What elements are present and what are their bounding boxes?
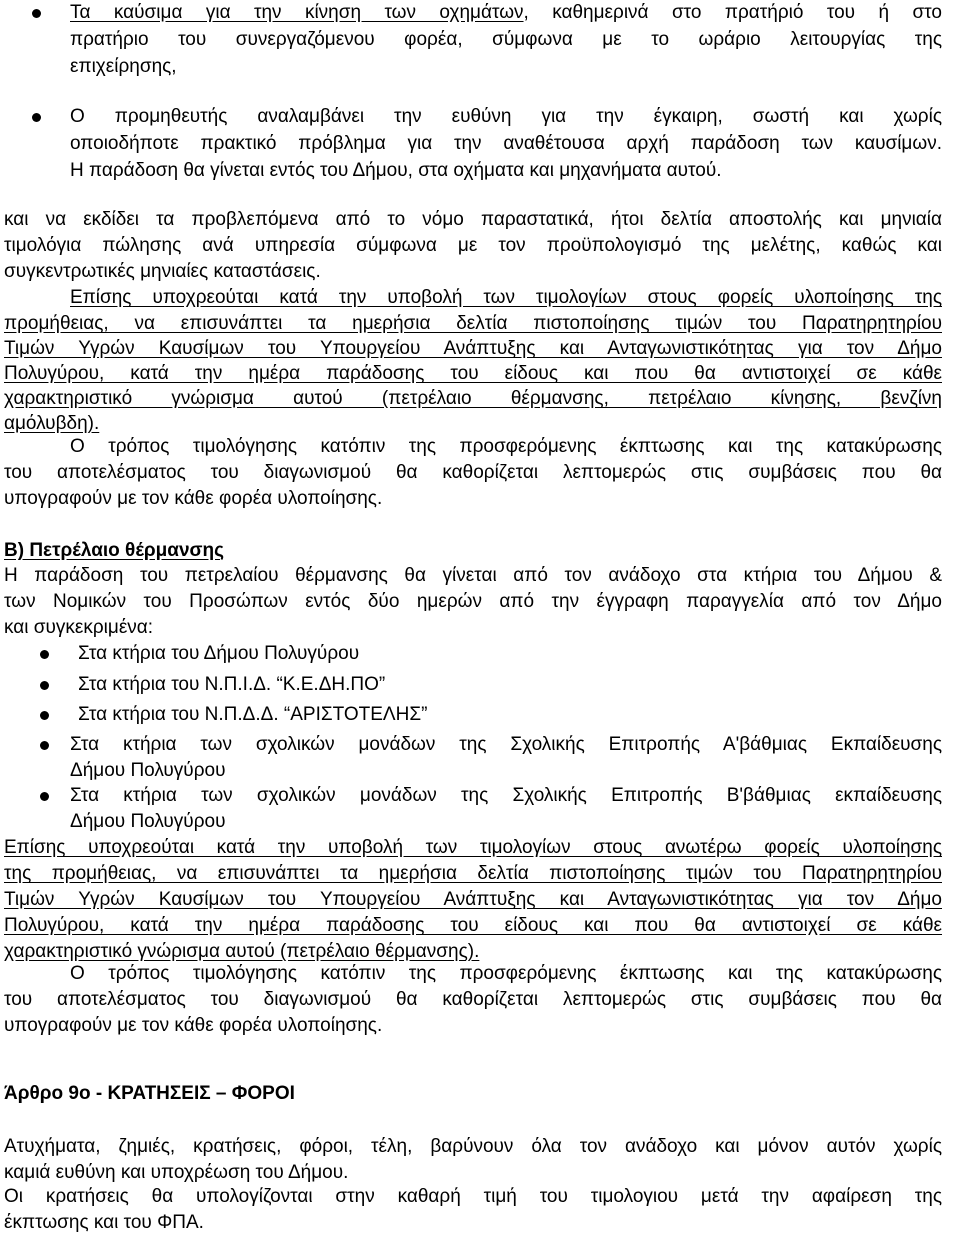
text-line: Δήμου Πολυγύρου <box>70 760 226 781</box>
text-line: Τιμών Υγρών Καυσίμων του Υπουργείου Ανάπτυξης και Ανταγωνιστικότητας για τον Δήμο <box>4 338 942 359</box>
text-line: Ο τρόπος τιμολόγησης κατόπιν της προσφερόμενης έκπτωσης και της κατακύρωσης <box>70 963 942 984</box>
text-line: των Νομικών του Προσώπων εντός δύο ημερών από την έγγραφη παραγγελία από τον Δήμο <box>4 591 942 612</box>
text-line: Ατυχήματα, ζημιές, κρατήσεις, φόροι, τέλη, βαρύνουν όλα τον ανάδοχο και μόνον αυτόν χωρίς <box>4 1136 942 1157</box>
article-9-heading: Άρθρο 9ο - ΚΡΑΤΗΣΕΙΣ – ΦΟΡΟΙ <box>4 1083 295 1104</box>
text-line: οποιοδήποτε πρακτικό πρόβλημα για την αναθέτουσα αρχή παράδοση των καυσίμων. <box>70 133 942 154</box>
text-line: Επίσης υποχρεούται κατά την υποβολή των τιμολογίων στους φορείς υλοποίησης της <box>70 287 942 308</box>
text-line: έκπτωσης και του ΦΠΑ. <box>4 1212 204 1233</box>
text-line: επιχείρησης, <box>70 56 177 77</box>
text-line: Τα καύσιμα για την κίνηση των οχημάτων, καθημερινά στο πρατήριό του ή στο <box>70 2 942 23</box>
text-line: Ο τρόπος τιμολόγησης κατόπιν της προσφερόμενης έκπτωσης και της κατακύρωσης <box>70 436 942 457</box>
list-item: Στα κτήρια του Δήμου Πολυγύρου <box>78 643 360 664</box>
text-line: του αποτελέσματος του διαγωνισμού θα καθορίζεται λεπτομερώς στις συμβάσεις που θα <box>4 462 942 483</box>
text-line: και να εκδίδει τα προβλεπόμενα από το νόμο παραστατικά, ήτοι δελτία αποστολής και μηνιαία <box>4 209 942 230</box>
text-line: του αποτελέσματος του διαγωνισμού θα καθορίζεται λεπτομερώς στις συμβάσεις που θα <box>4 989 942 1010</box>
list-item: Στα κτήρια του Ν.Π.Ι.Δ. “Κ.Ε.ΔΗ.ΠΟ” <box>78 674 386 695</box>
text-line: Η παράδοση του πετρελαίου θέρμανσης θα γίνεται από τον ανάδοχο στα κτήρια του Δήμου & <box>4 565 942 586</box>
text-line: πρατήριο του συνεργαζόμενου φορέα, σύμφωνα με το ωράριο λειτουργίας της <box>70 29 942 50</box>
bullet-dot-icon <box>32 9 41 18</box>
text-line: Πολυγύρου, κατά την ημέρα παράδοσης του είδους και που θα αντιστοιχεί σε κάθε <box>4 363 942 384</box>
text-line: Επίσης υποχρεούται κατά την υποβολή των τιμολογίων στους ανωτέρω φορείς υλοποίησης <box>4 837 942 858</box>
bullet-dot-icon <box>32 113 41 122</box>
text-line: συγκεντρωτικές μηνιαίες καταστάσεις. <box>4 261 321 282</box>
bullet-dot-icon <box>40 741 49 750</box>
bullet-dot-icon <box>40 681 49 690</box>
text-line: τιμολόγια πώλησης ανά υπηρεσία σύμφωνα με τον προϋπολογισμό της μελέτης, καθώς και <box>4 235 942 256</box>
list-item: Στα κτήρια του Ν.Π.Δ.Δ. “ΑΡΙΣΤΟΤΕΛΗΣ” <box>78 704 428 725</box>
text-line: Οι κρατήσεις θα υπολογίζονται στην καθαρή τιμή του τιμολογιου μετά την αφαίρεση της <box>4 1186 942 1207</box>
text-line: και συγκεκριμένα: <box>4 617 154 638</box>
underlined-phrase: Τα καύσιμα για την κίνηση των οχημάτων <box>70 2 524 23</box>
text-line: Δήμου Πολυγύρου <box>70 811 226 832</box>
text-line: υπογραφούν με τον κάθε φορέα υλοποίησης. <box>4 488 383 509</box>
bullet-dot-icon <box>40 792 49 801</box>
text-line: της προμήθειας, να επισυνάπτει τα ημερήσια δελτία πιστοποίησης τιμών του Παρατηρητηρίου <box>4 863 942 884</box>
text-line: αμόλυβδη). <box>4 413 100 434</box>
text-line: Η παράδοση θα γίνεται εντός του Δήμου, στα οχήματα και μηχανήματα αυτού. <box>70 160 722 181</box>
text-line: Στα κτήρια των σχολικών μονάδων της Σχολικής Επιτροπής Β'βάθμιας εκπαίδευσης <box>70 785 942 806</box>
bullet-dot-icon <box>40 711 49 720</box>
text-line: προμήθειας, να επισυνάπτει τα ημερήσια δελτία πιστοποίησης τιμών του Παρατηρητηρίου <box>4 313 942 334</box>
text-line: καμιά ευθύνη και υποχρέωση του Δήμου. <box>4 1162 349 1183</box>
text-line: Τιμών Υγρών Καυσίμων του Υπουργείου Ανάπτυξης και Ανταγωνιστικότητας για τον Δήμο <box>4 889 942 910</box>
section-b-heading <box>4 538 960 563</box>
text-line: Πολυγύρου, κατά την ημέρα παράδοσης του είδους και που θα αντιστοιχεί σε κάθε <box>4 915 942 936</box>
text-line: Στα κτήρια των σχολικών μονάδων της Σχολικής Επιτροπής Α'βάθμιας Εκπαίδευσης <box>70 734 942 755</box>
text-line: χαρακτηριστικό γνώρισμα αυτού (πετρέλαιο θέρμανσης). <box>4 941 480 962</box>
text-line: χαρακτηριστικό γνώρισμα αυτού (πετρέλαιο θέρμανσης, πετρέλαιο κίνησης, βενζίνη <box>4 388 942 409</box>
heading-text: Β) Πετρέλαιο θέρμανσης <box>4 540 225 561</box>
text-line: υπογραφούν με τον κάθε φορέα υλοποίησης. <box>4 1015 383 1036</box>
bullet-dot-icon <box>40 650 49 659</box>
text-line: Ο προμηθευτής αναλαμβάνει την ευθύνη για την έγκαιρη, σωστή και χωρίς <box>70 106 942 127</box>
